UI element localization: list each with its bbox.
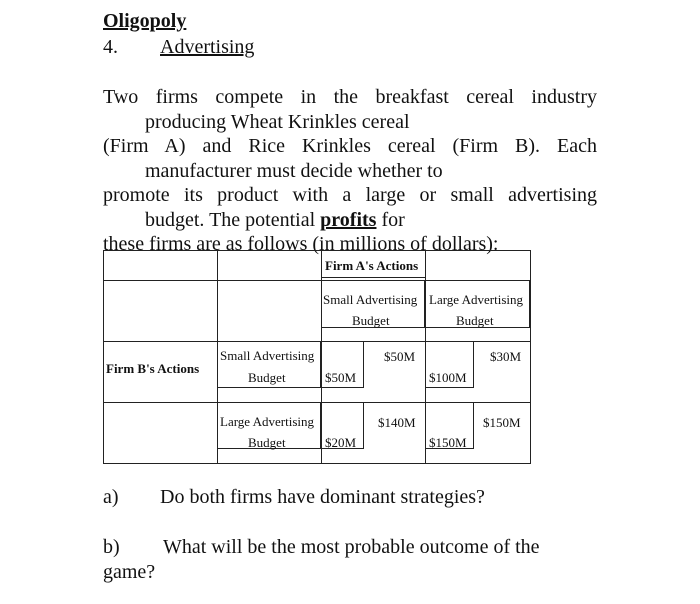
question-b-label: b) <box>103 536 120 558</box>
row-header-large <box>218 403 322 464</box>
col-header-small-line2: Budget <box>352 313 390 328</box>
paragraph-line <box>103 208 597 233</box>
col-header-large <box>426 281 531 342</box>
section-number: 4. <box>103 36 118 58</box>
paragraph-line: (Firm A) and Rice Krinkles cereal (Firm B). Each <box>103 135 597 157</box>
row-header-large-line1: Large Advertising <box>220 414 314 429</box>
payoff-cell-small-small <box>322 342 426 403</box>
payoff-firm-a: $140M <box>378 415 416 430</box>
payoff-cell-small-large <box>426 342 531 403</box>
row-header-small-line2: Budget <box>248 370 286 385</box>
payoff-firm-a: $30M <box>490 349 522 364</box>
row-header-small-line1: Small Advertising <box>220 348 315 363</box>
paragraph-text: budget. The potential <box>145 208 321 231</box>
paragraph-line: these firms are as follows (in millions of dollars): <box>103 233 499 255</box>
col-header-small <box>322 281 426 342</box>
paragraph-line: promote its product with a large or small advertising <box>103 184 597 206</box>
col-header-large-line2: Budget <box>456 313 494 328</box>
col-header-large-line1: Large Advertising <box>429 292 523 307</box>
paragraph-line: manufacturer must decide whether to <box>145 159 443 182</box>
question-b-continuation: game? <box>103 561 156 583</box>
paragraph-text: for <box>376 208 405 231</box>
payoff-firm-b: $100M <box>429 370 467 385</box>
question-a-text: Do both firms have dominant strategies? <box>160 486 485 508</box>
page-title: Oligopoly <box>103 10 187 32</box>
problem-paragraph <box>103 85 597 257</box>
payoff-firm-a: $50M <box>384 349 416 364</box>
table-row <box>104 251 531 281</box>
row-group-header <box>104 342 218 403</box>
firm-a-header: Firm A's Actions <box>325 258 419 273</box>
table-row <box>104 281 531 342</box>
payoff-firm-a: $150M <box>483 415 521 430</box>
table-cell <box>218 281 322 342</box>
payoff-cell-large-large <box>426 403 531 464</box>
firm-b-header: Firm B's Actions <box>106 361 200 376</box>
payoff-cell-large-small <box>322 403 426 464</box>
table-row <box>104 342 531 403</box>
profits-emphasis: profits <box>320 208 377 231</box>
payoff-firm-b: $150M <box>429 435 467 450</box>
table-cell <box>104 251 218 281</box>
table-cell <box>218 251 322 281</box>
row-header-small <box>218 342 322 403</box>
table-cell <box>104 281 218 342</box>
row-header-large-line2: Budget <box>248 435 286 450</box>
table-row <box>104 403 531 464</box>
table-cell <box>104 403 218 464</box>
question-a-label: a) <box>103 486 119 508</box>
payoff-firm-b: $20M <box>325 435 357 450</box>
paragraph-line: Two firms compete in the breakfast cereal industry <box>103 86 597 108</box>
question-b-text: What will be the most probable outcome of the <box>163 536 540 558</box>
col-header-small-line1: Small Advertising <box>323 292 418 307</box>
payoff-firm-b: $50M <box>325 370 357 385</box>
table-cell <box>322 251 426 281</box>
paragraph-line: producing Wheat Krinkles cereal <box>145 110 410 133</box>
section-heading: Advertising <box>160 36 255 58</box>
table-cell <box>426 251 531 281</box>
payoff-table <box>103 250 531 464</box>
